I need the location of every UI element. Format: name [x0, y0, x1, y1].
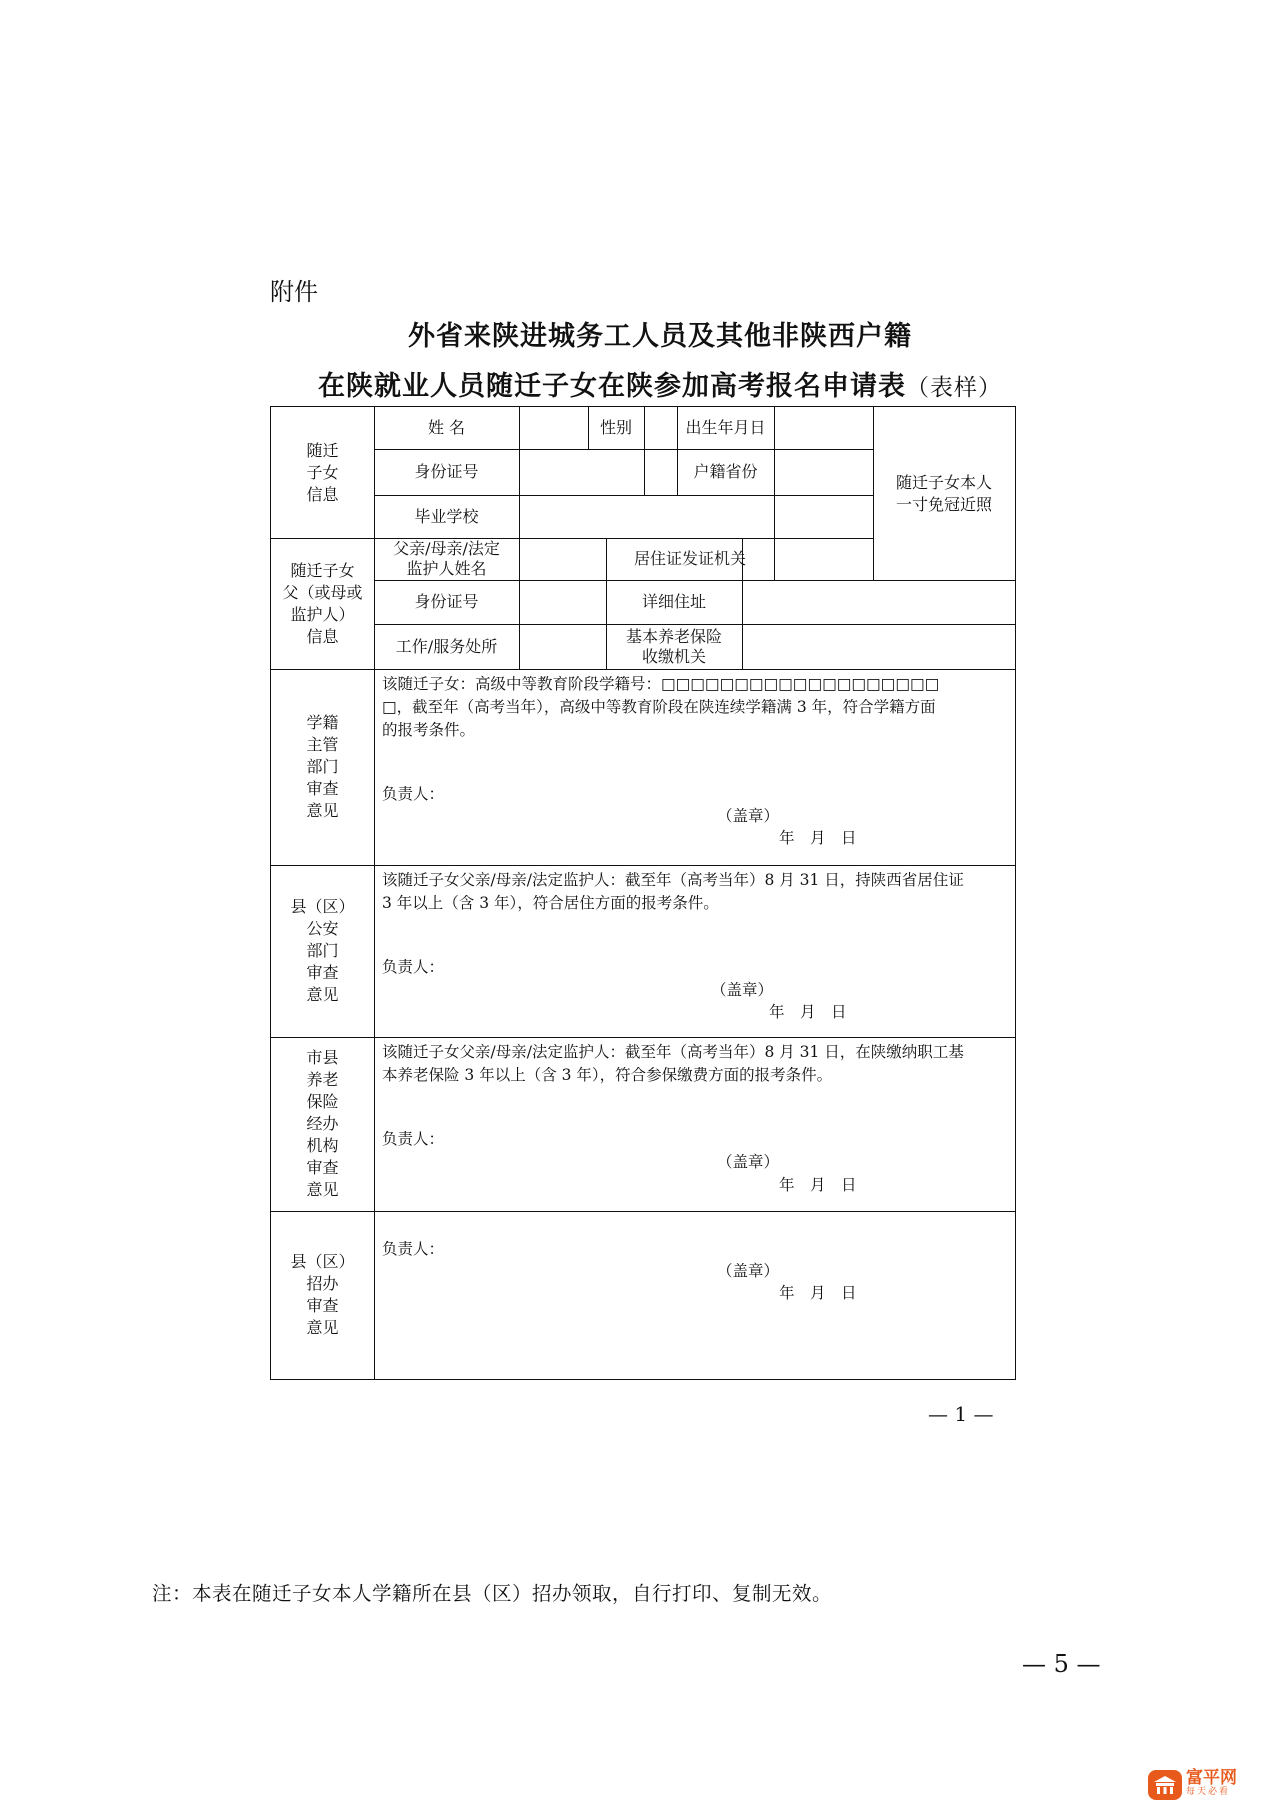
guardian-name-field[interactable]: [519, 538, 606, 580]
pension-review-text: 该随迁子女父亲/母亲/法定监护人：截至年（高考当年）8 月 31 日，在陕缴纳职工基 本养老保险 3 年以上（含 3 年），符合参保缴费方面的报考条件。: [382, 1043, 964, 1084]
school-registry-responsible-label: 负责人：: [382, 785, 445, 803]
student-id-label: 身份证号: [414, 462, 479, 481]
pension-responsible-label: 负责人：: [382, 1130, 445, 1148]
student-name-label: 姓 名: [427, 418, 466, 437]
hukou-province-label: 户籍省份: [693, 462, 758, 481]
public-security-date-label: 年 月 日: [769, 1003, 847, 1021]
residence-permit-issuer-label: 居住证发证机关: [633, 549, 746, 568]
address-field[interactable]: [742, 580, 1015, 624]
student-id-field[interactable]: [519, 449, 677, 495]
gender-label: 性别: [599, 418, 632, 437]
form-title-line1: 外省来陕进城务工人员及其他非陕西户籍: [408, 321, 912, 352]
guardian-id-field[interactable]: [519, 580, 606, 624]
pension-review-label: 市县 养老 保险 经办 机构 审查 意见: [306, 1048, 339, 1199]
school-registry-review-text: 该随迁子女：高级中等教育阶段学籍号：□□□□□□□□□□□□□□□□□□□ □，截至年（高考当年），高级中等教育阶段在陕连续学籍满 3 年，符合学籍方面 的报考条件。: [382, 675, 940, 739]
gate-building-icon: [1148, 1770, 1182, 1800]
pension-agency-label: 基本养老保险 收缴机关: [625, 626, 722, 666]
school-registry-date-label: 年 月 日: [779, 829, 857, 847]
student-info-section-label: 随迁 子女 信息: [306, 440, 339, 504]
hukou-province-field[interactable]: [774, 449, 873, 495]
watermark-name: 富平网: [1186, 1768, 1237, 1788]
guardian-info-section-label: 随迁子女 父（或母或 监护人） 信息: [282, 560, 363, 646]
public-security-review-label: 县（区） 公安 部门 审查 意见: [290, 897, 355, 1004]
inner-page-number: — 1 —: [928, 1402, 994, 1426]
birthdate-field[interactable]: [774, 407, 873, 449]
address-label: 详细住址: [641, 592, 706, 611]
pension-date-label: 年 月 日: [779, 1176, 857, 1194]
graduation-school-label: 毕业学校: [414, 506, 479, 526]
public-security-review-text: 该随迁子女父亲/母亲/法定监护人：截至年（高考当年）8 月 31 日，持陕西省居住证 3 年以上（含 3 年），符合居住方面的报考条件。: [382, 871, 964, 912]
watermark-slogan: 每天必看: [1186, 1787, 1231, 1797]
form-title-note: （表样）: [906, 375, 1002, 401]
outer-page-number: — 5 —: [1022, 1650, 1101, 1678]
form-title-line2: [20, 364, 1280, 403]
public-security-seal-label: （盖章）: [711, 981, 774, 999]
pension-seal-label: （盖章）: [717, 1153, 780, 1171]
attachment-label: 附件: [270, 278, 318, 306]
student-name-field[interactable]: [519, 407, 588, 449]
admissions-office-responsible-label: 负责人：: [382, 1240, 445, 1258]
application-form-table: [270, 406, 1016, 1380]
admissions-office-review-label: 县（区） 招办 审查 意见: [290, 1252, 355, 1337]
admissions-office-date-label: 年 月 日: [779, 1284, 857, 1302]
site-watermark: [1148, 1770, 1237, 1800]
footnote: 注：本表在随迁子女本人学籍所在县（区）招办领取，自行打印、复制无效。: [152, 1582, 833, 1605]
admissions-office-seal-label: （盖章）: [717, 1262, 780, 1280]
gender-field[interactable]: [644, 407, 677, 449]
workplace-field[interactable]: [519, 624, 606, 669]
public-security-responsible-label: 负责人：: [382, 958, 445, 976]
form-title-main: 在陕就业人员随迁子女在陕参加高考报名申请表: [318, 371, 906, 402]
school-registry-seal-label: （盖章）: [717, 807, 780, 825]
workplace-label: 工作/服务处所: [395, 636, 498, 656]
guardian-name-label: 父亲/母亲/法定 监护人姓名: [393, 539, 500, 578]
school-registry-review-label: 学籍 主管 部门 审查 意见: [306, 713, 339, 820]
birthdate-label: 出生年月日: [685, 418, 766, 437]
residence-permit-issuer-field[interactable]: [774, 538, 873, 580]
pension-agency-field[interactable]: [742, 624, 1015, 669]
photo-box[interactable]: 随迁子女本人 一寸免冠近照: [895, 472, 992, 514]
guardian-id-label: 身份证号: [414, 592, 479, 611]
graduation-school-field[interactable]: [519, 495, 873, 538]
